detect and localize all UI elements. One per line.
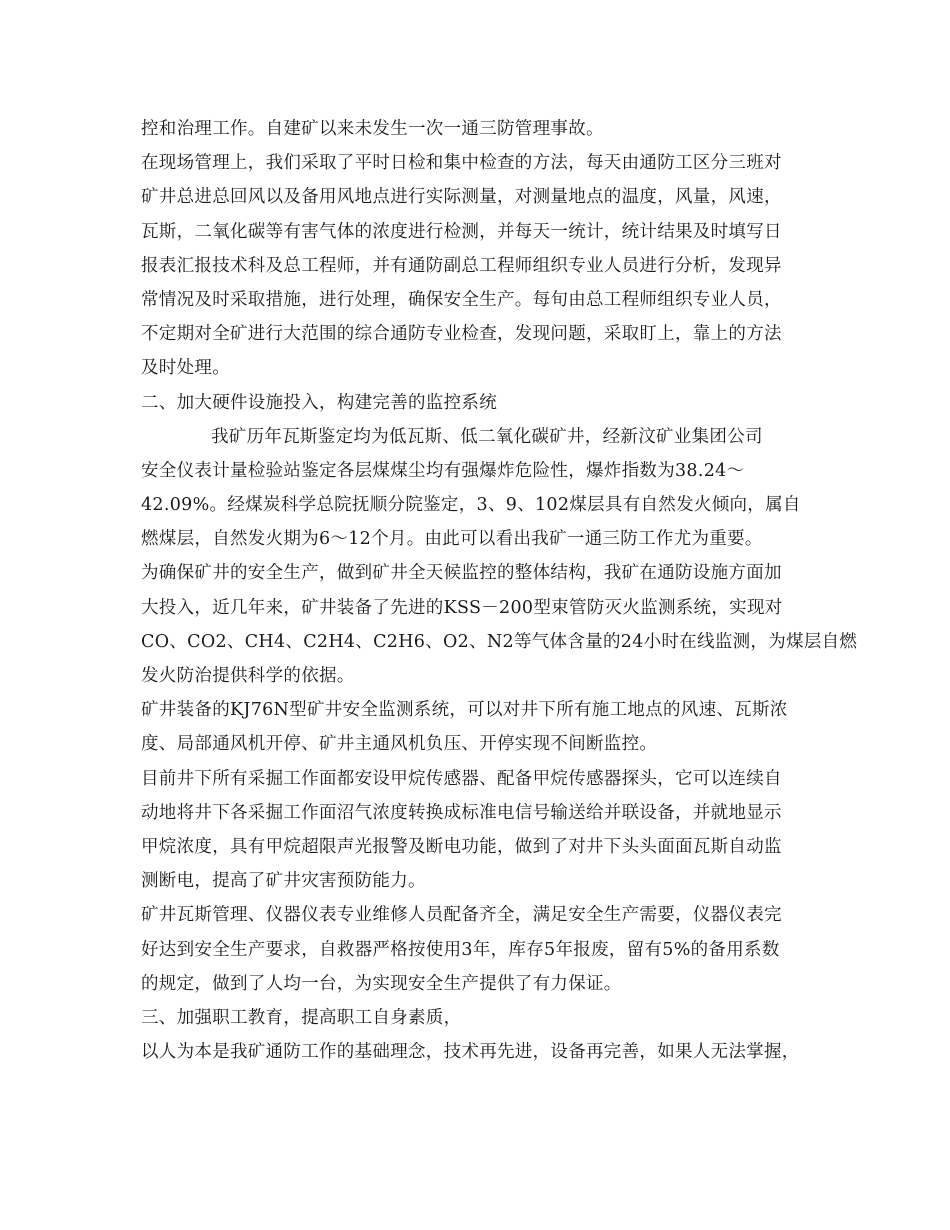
text-line: 安全仪表计量检验站鉴定各层煤煤尘均有强爆炸危险性，爆炸指数为38.24～ xyxy=(141,460,745,481)
text-line: 矿井装备的KJ76N型矿井安全监测系统，可以对井下所有施工地点的风速、瓦斯浓 xyxy=(141,700,788,721)
text-line: 以人为本是我矿通防工作的基础理念，技术再先进，设备再完善，如果人无法掌握， xyxy=(141,1042,800,1063)
text-line: 的规定，做到了人均一台，为实现安全生产提供了有力保证。 xyxy=(141,973,622,994)
text-line: 动地将井下各采掘工作面沼气浓度转换成标准电信号输送给并联设备，并就地显示 xyxy=(141,802,782,823)
text-line: 为确保矿井的安全生产，做到矿井全天候监控的整体结构，我矿在通防设施方面加 xyxy=(141,563,782,584)
text-line: 目前井下所有采掘工作面都安设甲烷传感器、配备甲烷传感器探头，它可以连续自 xyxy=(141,768,782,789)
text-line: 及时处理。 xyxy=(141,358,230,379)
text-line: CO、CO2、CH4、C2H4、C2H6、O2、N2等气体含量的24小时在线监测，为煤层自燃 xyxy=(141,631,858,652)
text-line: 测断电，提高了矿井灾害预防能力。 xyxy=(141,871,426,892)
section-heading: 二、加大硬件设施投入，构建完善的监控系统 xyxy=(141,392,497,413)
text-line: 我矿历年瓦斯鉴定均为低瓦斯、低二氧化碳矿井，经新汶矿业集团公司 xyxy=(211,426,763,447)
text-line: 度、局部通风机开停、矿井主通风机负压、开停实现不间断监控。 xyxy=(141,734,658,755)
text-line: 甲烷浓度，具有甲烷超限声光报警及断电功能，做到了对井下头头面面瓦斯自动监 xyxy=(141,836,782,857)
text-line: 好达到安全生产要求，自救器严格按使用3年，库存5年报废，留有5%的备用系数 xyxy=(141,939,780,960)
section-heading: 三、加强职工教育，提高职工自身素质， xyxy=(141,1007,462,1028)
text-line: 燃煤层，自然发火期为6～12个月。由此可以看出我矿一通三防工作尤为重要。 xyxy=(141,529,763,550)
text-line: 大投入，近几年来，矿井装备了先进的KSS－200型束管防灭火监测系统，实现对 xyxy=(141,597,783,618)
text-line: 报表汇报技术科及总工程师，并有通防副总工程师组织专业人员进行分析，发现异 xyxy=(141,255,782,276)
text-line: 在现场管理上，我们采取了平时日检和集中检查的方法，每天由通防工区分三班对 xyxy=(141,153,782,174)
text-line: 发火防治提供科学的依据。 xyxy=(141,666,355,686)
text-line: 控和治理工作。自建矿以来未发生一次一通三防管理事故。 xyxy=(141,119,604,139)
document-body xyxy=(141,112,858,1069)
text-line: 矿井总进总回风以及备用风地点进行实际测量，对测量地点的温度，风量，风速， xyxy=(141,187,782,208)
text-line: 常情况及时采取措施，进行处理，确保安全生产。每旬由总工程师组织专业人员， xyxy=(141,289,782,310)
text-line: 瓦斯，二氧化碳等有害气体的浓度进行检测，并每天一统计，统计结果及时填写日 xyxy=(141,221,782,242)
text-line: 42.09%。经煤炭科学总院抚顺分院鉴定，3、9、102煤层具有自然发火倾向，属自 xyxy=(141,495,801,516)
text-line: 矿井瓦斯管理、仪器仪表专业维修人员配备齐全，满足安全生产需要，仪器仪表完 xyxy=(141,905,782,926)
text-line: 不定期对全矿进行大范围的综合通防专业检查，发现问题，采取盯上，靠上的方法 xyxy=(141,324,782,345)
